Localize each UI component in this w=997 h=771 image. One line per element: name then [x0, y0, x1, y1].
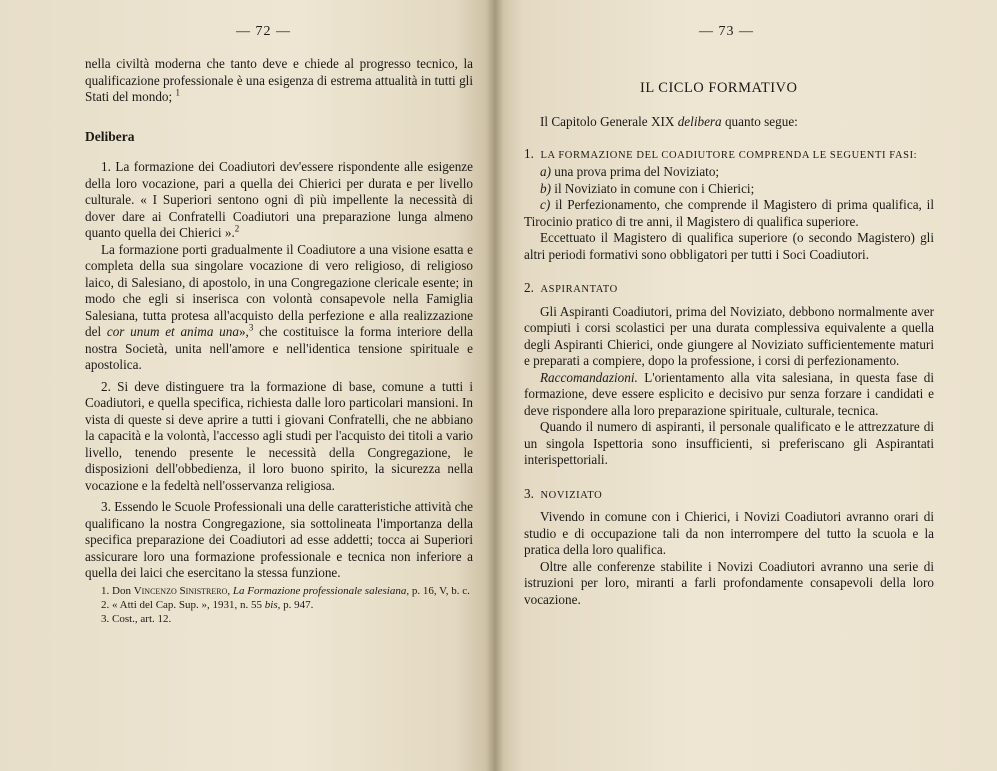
paragraph-1b-text: La formazione porti gradualmente il Coadiutore a una visione esatta e completa della sua singolare vocazione di vero religioso, di religioso laico, di Salesiano, di apostolo, in una Congregazione clericale esente; in modo che egli si inserisca con volontà consapevole nella Famiglia Salesiana, tutta protesa all'acquisto della perfezione e alla realizzazione del [85, 241, 473, 339]
paragraph-1a [85, 159, 473, 242]
section-2-paragraph-2 [524, 370, 934, 420]
footnote-1 [85, 584, 473, 598]
book-gutter [486, 0, 504, 771]
section-2-heading [524, 280, 934, 299]
intro-paragraph [85, 56, 473, 106]
footnote-ref-1: 1 [175, 87, 180, 98]
paragraph-1a-text: 1. La formazione dei Coadiutori dev'essere rispondente alle esigenze della loro vocazione, pari a quella dei Chierici per durata e per livello culturale. « I Superiori sentono ogni dì più impellente la necessità di dover dare ai Confratelli Coadiutori una preparazione lunga almeno quanto quella dei Chierici ». [85, 159, 473, 240]
footnote-2-text: 2. « Atti del Cap. Sup. », 1931, n. 55 [101, 598, 263, 611]
paragraph-3: 3. Essendo le Scuole Professionali una delle caratteristiche attività che qualificano la nostra Congregazione, sia sottolineata l'importanza della specifica preparazione dei Coadiutori ad esse addetti; tocca ai Superiori assicurare loro una formazione professionale e tecnica non inferiore a quella dei laici che esercitano la stessa funzione. [85, 499, 473, 580]
paragraph-2: 2. Si deve distinguere tra la formazione di base, comune a tutti i Coadiutori, e quella specifica, richiesta dalle loro particolari mansioni. In vista di queste si deve aprire a tutti i giovani Confratelli, che ne abbiano la capacità e la volontà, l'accesso agli studi per l'acquisto dei titoli a vario livello, tenendo presente le necessità della Congregazione, le disposizioni dell'obbedienza, il loro buono spirito, la sicurezza nella vocazione e la fedeltà nell'osservanza religiosa. [85, 378, 473, 493]
footnotes [85, 584, 473, 626]
section-1-note: Eccettuato il Magistero di qualifica superiore (o secondo Magistero) gli altri periodi formativi sono obbligatori per tutti i Soci Coadiutori. [524, 230, 934, 262]
paragraph-1b [85, 242, 473, 374]
phase-b-label: b) [540, 180, 551, 196]
footnote-2-italic: bis, [264, 598, 281, 611]
section-3-title: NOVIZIATO [540, 489, 603, 501]
phase-c-text: il Perfezionamento, che comprende il Magistero di prima qualifica, il Tirocinio pratico di tre anni, il Magistero di qualifica superiore. [524, 197, 934, 229]
section-1-title: LA FORMAZIONE DEL COADIUTORE COMPRENDA LE SEGUENTI FASI: [540, 149, 918, 161]
closing-quote: », [238, 324, 249, 339]
footnote-2-page: p. 947. [283, 598, 314, 611]
section-3-paragraph-1: Vivendo in comune con i Chierici, i Novizi Coadiutori avranno orari di studio e di occupazione tali da non interrompere del tutto la scuola e la pratica della loro qualifica. [524, 509, 934, 557]
right-text-column [524, 114, 934, 608]
phase-b [524, 181, 934, 198]
section-1-number: 1. [524, 145, 534, 161]
phase-b-text: il Noviziato in comune con i Chierici; [554, 180, 755, 196]
phase-a [524, 164, 934, 181]
chapter-intro [524, 114, 934, 131]
section-2-title: ASPIRANTATO [540, 284, 618, 295]
chapter-intro-italic: delibera [677, 114, 722, 129]
footnote-3: 3. Cost., art. 12. [101, 612, 172, 625]
chapter-title: IL CICLO FORMATIVO [640, 80, 798, 96]
section-1-heading [524, 146, 934, 165]
phase-c [524, 197, 934, 230]
phase-c-label: c) [540, 197, 551, 212]
footnote-1-prefix: 1. Don [101, 584, 131, 597]
section-2-paragraph-3: Quando il numero di aspiranti, il personale qualificato e le attrezzature di un singola Ispettoria sono insufficienti, si preferiscano gli Aspirantati interispettoriali. [524, 419, 934, 467]
footnote-1-author: Vincenzo Sinistrero, [133, 584, 231, 597]
latin-phrase: cor unum et anima una [106, 324, 239, 339]
page-number-left: — 72 — [236, 24, 291, 39]
section-3-paragraph-2: Oltre alle conferenze stabilite i Novizi Coadiutori avranno una serie di istruzioni per loro, miranti a farli profondamente consapevoli della loro vocazione. [524, 558, 934, 607]
footnote-ref-3: 3 [248, 322, 254, 333]
phase-a-label: a) [540, 164, 551, 179]
chapter-intro-end: quanto segue: [724, 114, 798, 129]
paragraph-1b-end: che costituisce la forma interiore della nostra Società, unita nell'amore e nell'identica tensione spirituale e apostolica. [85, 324, 473, 372]
section-3-heading [524, 486, 934, 505]
footnote-ref-2: 2 [234, 223, 240, 234]
chapter-intro-text: Il Capitolo Generale XIX [540, 114, 675, 129]
section-2-paragraph-2-text: L'orientamento alla vita salesiana, in questa fase di formazione, deve essere esplicito e decisivo pur senza forzare i candidati e deve rispondere alla loro preparazione spirituale, culturale, tecnica. [524, 369, 935, 418]
page-number-right: — 73 — [699, 24, 754, 39]
recommendations-label: Raccomandazioni. [540, 369, 638, 385]
intro-text: nella civiltà moderna che tanto deve e chiede al progresso tecnico, la qualificazione professionale è una esigenza di estrema attualità in tutti gli Stati del mondo; [85, 56, 473, 104]
left-text-column [85, 56, 473, 626]
section-2-number: 2. [524, 280, 534, 295]
footnote-2 [85, 598, 473, 612]
footnote-1-title: La Formazione professionale salesiana, [232, 584, 410, 597]
section-heading-delibera: Delibera [85, 128, 135, 144]
section-2-paragraph-1: Gli Aspiranti Coadiutori, prima del Noviziato, debbono normalmente aver compiuti i corsi scolastici per una durata complessiva equivalente a quella degli Aspiranti Chierici, onde giungere al Noviziato sufficientemente maturi e preparati a compiere, dopo la professione, i corsi di perfezionamento. [524, 303, 934, 368]
footnote-1-ref: p. 16, V, b. c. [411, 584, 470, 597]
section-3-number: 3. [524, 485, 534, 501]
phase-a-text: una prova prima del Noviziato; [554, 164, 720, 179]
